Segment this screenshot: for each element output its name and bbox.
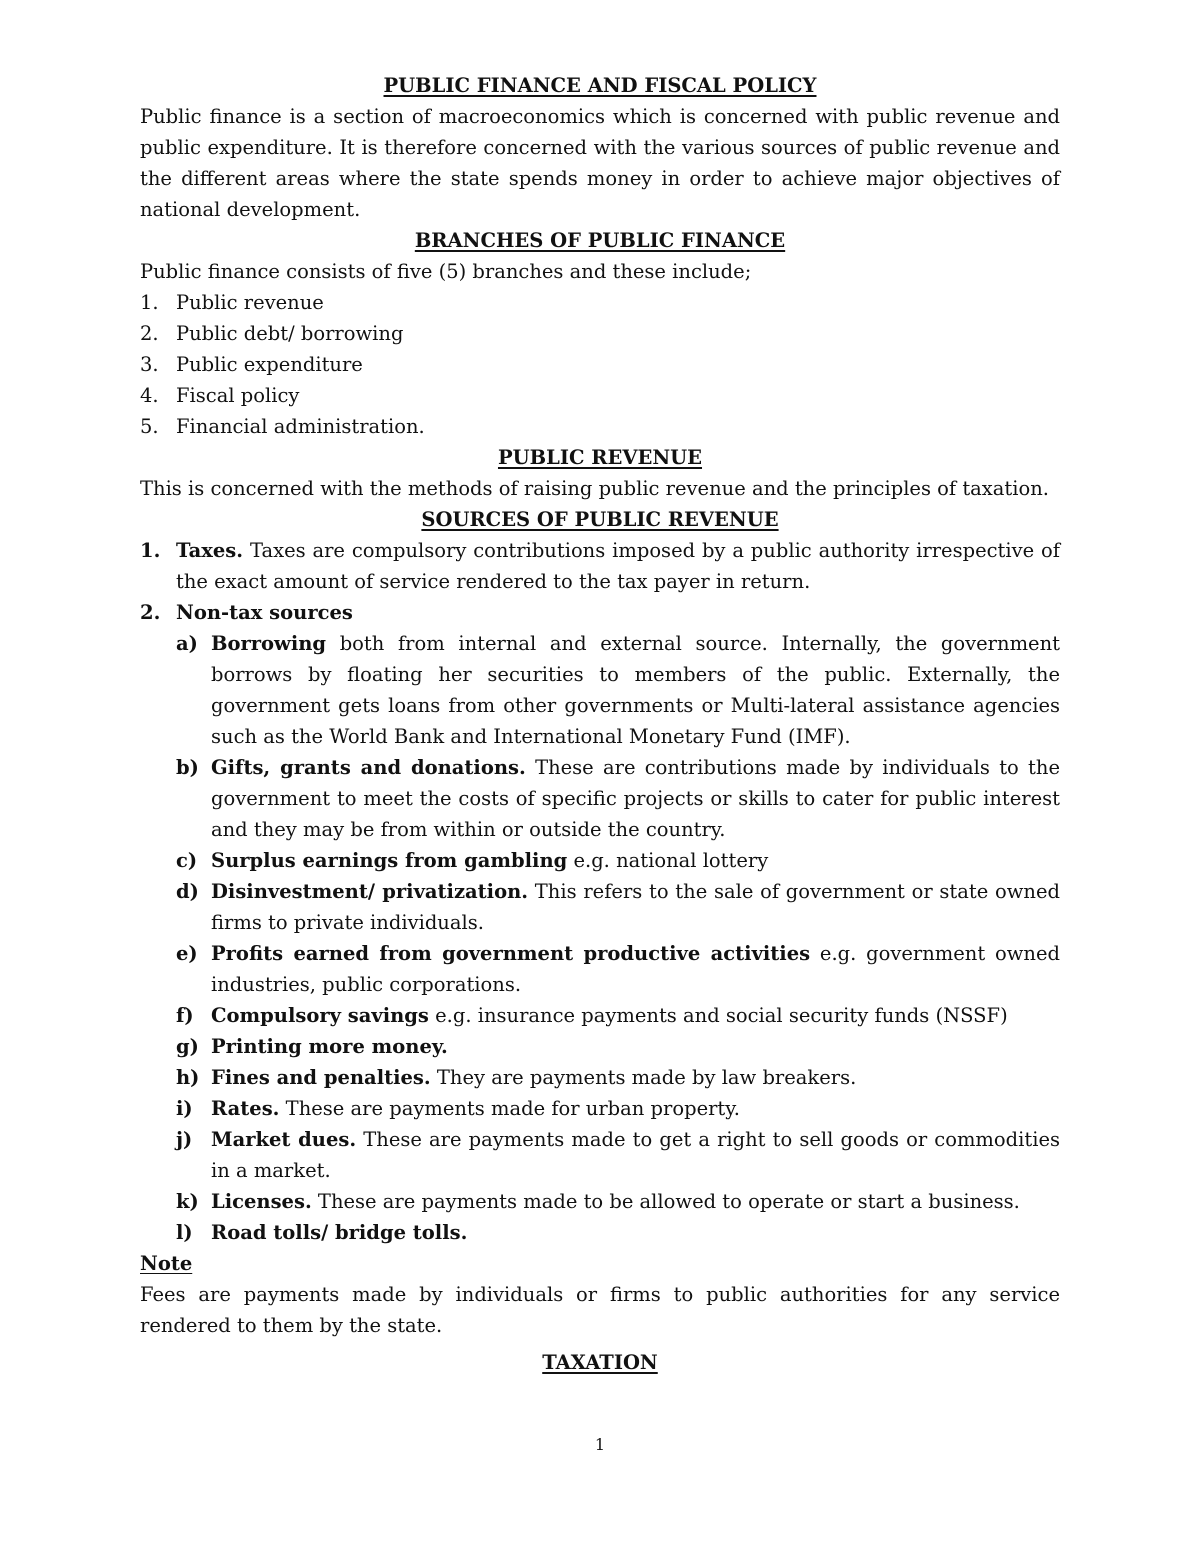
list-item-letter: i) — [176, 1097, 193, 1120]
list-item — [176, 628, 1060, 752]
list-item — [176, 1186, 1060, 1217]
list-item-letter: d) — [176, 880, 199, 903]
intro-paragraph: Public finance is a section of macroeconomics which is concerned with public revenue and public expenditure. It is therefore concerned with the various sources of public revenue and the different areas where the state spends money in order to achieve major objectives of national development. — [140, 105, 1060, 221]
list-item — [176, 1124, 1060, 1186]
item-text: This refers to the sale of government or state owned firms to private individuals. — [211, 880, 1060, 934]
list-item-letter: j) — [176, 1128, 193, 1151]
list-item-number: 1. — [140, 539, 161, 562]
document-page — [140, 70, 1060, 1378]
item-term: Fines and penalties. — [211, 1066, 431, 1089]
list-item-text: Financial administration. — [176, 415, 425, 438]
sources-heading: SOURCES OF PUBLIC REVENUE — [421, 508, 779, 531]
list-item — [176, 845, 1060, 876]
list-item-number: 1. — [140, 291, 159, 314]
note-text: Fees are payments made by individuals or firms to public authorities for any service rendered to them by the state. — [140, 1283, 1060, 1337]
list-item — [140, 349, 1060, 380]
list-item-number: 2. — [140, 322, 159, 345]
item-term: Rates. — [211, 1097, 280, 1120]
list-item — [176, 752, 1060, 845]
list-item-letter: f) — [176, 1004, 194, 1027]
list-item-letter: h) — [176, 1066, 200, 1089]
list-item — [140, 318, 1060, 349]
item-term: Compulsory savings — [211, 1004, 429, 1027]
list-item-letter: e) — [176, 942, 198, 965]
item-text: They are payments made by law breakers. — [430, 1066, 857, 1089]
list-item — [176, 1000, 1060, 1031]
item-term: Surplus earnings from gambling — [211, 849, 568, 872]
list-item — [176, 1093, 1060, 1124]
list-item — [176, 1217, 1060, 1248]
item-term: Profits earned from government productive activities — [211, 942, 811, 965]
document-title: PUBLIC FINANCE AND FISCAL POLICY — [383, 74, 817, 97]
taxation-heading: TAXATION — [542, 1351, 658, 1374]
page-number: 1 — [594, 1435, 606, 1454]
list-item — [140, 380, 1060, 411]
source-term: Non-tax sources — [176, 601, 353, 624]
list-item-letter: g) — [176, 1035, 199, 1058]
item-text: both from internal and external source. Internally, the government borrows by floating her securities to members of the public. Externally, the government gets loans from other governments or Multi-lateral assistance agencies such as the World Bank and International Monetary Fund (IMF). — [211, 632, 1060, 748]
list-item-number: 4. — [140, 384, 159, 407]
list-item-number: 5. — [140, 415, 159, 438]
item-text: These are payments made to get a right to sell goods or commodities in a market. — [211, 1128, 1061, 1182]
branches-intro: Public finance consists of five (5) branches and these include; — [140, 260, 752, 283]
item-text: These are payments made to be allowed to operate or start a business. — [311, 1190, 1020, 1213]
item-term: Gifts, grants and donations. — [211, 756, 526, 779]
list-item — [176, 938, 1060, 1000]
item-term: Market dues. — [211, 1128, 357, 1151]
list-item-text: Fiscal policy — [176, 384, 300, 407]
list-item-letter: k) — [176, 1190, 199, 1213]
list-item — [140, 411, 1060, 442]
item-term: Road tolls/ bridge tolls. — [211, 1221, 468, 1244]
list-item-text: Public debt/ borrowing — [176, 322, 404, 345]
item-text: e.g. national lottery — [567, 849, 769, 872]
source-item-taxes — [140, 535, 1060, 597]
non-tax-list — [140, 628, 1060, 1248]
item-term: Borrowing — [211, 632, 327, 655]
public-revenue-text: This is concerned with the methods of raising public revenue and the principles of taxation. — [140, 477, 1049, 500]
public-revenue-heading: PUBLIC REVENUE — [497, 446, 703, 469]
item-text: e.g. government owned industries, public corporations. — [211, 942, 1060, 996]
item-term: Disinvestment/ privatization. — [211, 880, 529, 903]
source-text: Taxes are compulsory contributions imposed by a public authority irrespective of the exact amount of service rendered to the tax payer in return. — [176, 539, 1060, 593]
list-item-letter: b) — [176, 756, 199, 779]
list-item-letter: c) — [176, 849, 198, 872]
note-label: Note — [140, 1252, 193, 1275]
list-item — [140, 287, 1060, 318]
item-text: These are payments made for urban property. — [279, 1097, 740, 1120]
list-item — [176, 1062, 1060, 1093]
item-term: Licenses. — [211, 1190, 312, 1213]
list-item — [176, 876, 1060, 938]
item-text: e.g. insurance payments and social security funds (NSSF) — [428, 1004, 1008, 1027]
list-item — [176, 1031, 1060, 1062]
list-item-letter: a) — [176, 632, 198, 655]
list-item-text: Public expenditure — [176, 353, 363, 376]
list-item-number: 2. — [140, 601, 161, 624]
source-term: Taxes. — [176, 539, 244, 562]
list-item-text: Public revenue — [176, 291, 324, 314]
item-text: These are contributions made by individuals to the government to meet the costs of specific projects or skills to cater for public interest and they may be from within or outside the country. — [211, 756, 1060, 841]
item-term: Printing more money. — [211, 1035, 448, 1058]
branches-heading: BRANCHES OF PUBLIC FINANCE — [414, 229, 786, 252]
list-item-letter: l) — [176, 1221, 193, 1244]
branches-list — [140, 287, 1060, 442]
list-item-number: 3. — [140, 353, 159, 376]
source-item-non-tax — [140, 597, 1060, 628]
